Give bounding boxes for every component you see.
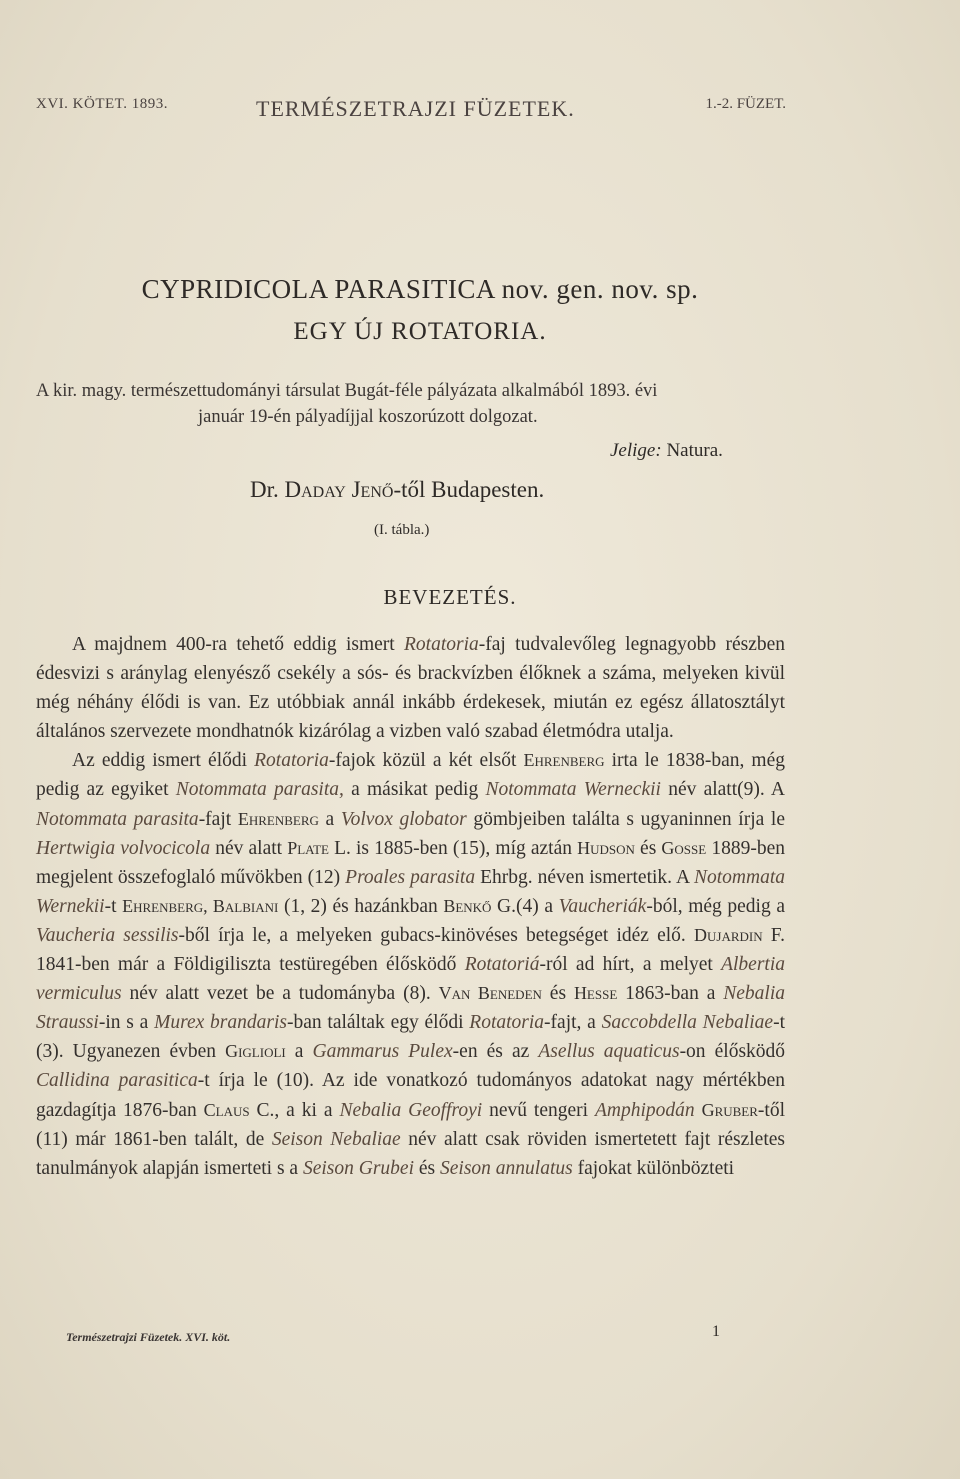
- footer-signature: Természetrajzi Füzetek. XVI. köt.: [66, 1330, 231, 1344]
- author-citation: Hudson: [577, 837, 635, 858]
- author-citation: Hesse: [573, 983, 618, 1004]
- page-number: 1: [712, 1323, 720, 1340]
- text-span: -ből írja le, a melyeken gubacs-kinövéses betegséget idéz elő.: [178, 924, 694, 946]
- text-span: Az eddig ismert élődi: [72, 750, 255, 772]
- text-span: C., a ki a: [249, 1099, 340, 1121]
- author-prefix: Dr.: [250, 477, 279, 502]
- text-span: és: [541, 983, 574, 1005]
- plate-reference: (I. tábla.): [374, 522, 430, 538]
- text-span: -fajt: [198, 808, 238, 830]
- text-span: gömbjeiben találta s ugyaninnen írja le: [466, 808, 785, 830]
- taxon-name: Murex brandaris: [154, 1012, 287, 1034]
- author-citation: Ehrenberg: [237, 808, 319, 829]
- author-citation: Ehrenberg: [523, 750, 605, 771]
- author-citation: Dujardin: [694, 924, 763, 945]
- text-span: irta le 1838-ban, még pedig az egyiket: [36, 750, 785, 801]
- text-span: -fajok közül a két elsőt: [328, 750, 524, 772]
- author-name: Daday Jenő: [284, 477, 394, 502]
- taxon-name: Saccobdella Nebaliae: [601, 1012, 774, 1034]
- taxon-name: Seison Nebaliae: [271, 1128, 401, 1150]
- volume-label: XVI. KÖTET. 1893.: [36, 96, 168, 112]
- taxon-name: Rotatoria: [469, 1012, 545, 1034]
- text-span: G.(4) a: [491, 895, 559, 917]
- running-head: [36, 96, 786, 126]
- text-span: F. 1841-ben már a Földigiliszta testüregében élősködő: [36, 924, 785, 976]
- text-span: -in s a: [98, 1012, 155, 1034]
- author-citation: Gruber: [701, 1099, 758, 1120]
- text-span: -ból, még pedig a: [646, 895, 785, 917]
- prize-note: [36, 378, 786, 430]
- author-citation: Ehrenberg, Balbiani: [122, 895, 279, 916]
- taxon-name: Volvox globator: [340, 808, 467, 830]
- taxon-name: Vaucheria sessilis: [36, 924, 179, 946]
- article-subtitle: EGY ÚJ ROTATORIA.: [293, 318, 547, 345]
- text-span: a: [285, 1041, 313, 1063]
- paragraph-2: [36, 746, 785, 1182]
- text-span: név alatt vezet be a tudományba (8).: [121, 983, 439, 1005]
- text-span: -on élősködő: [679, 1041, 786, 1063]
- taxon-name: Rotatoria: [404, 634, 479, 655]
- prize-note-line-2: január 19-én pályadíjjal koszorúzott dolgozat.: [198, 407, 538, 427]
- text-span: -t írja le (10). Az ide vonatkozó tudományos adatokat nagy mértékben gazdagítja 1876-ban: [36, 1070, 786, 1121]
- text-span: -en és az: [452, 1041, 539, 1063]
- taxon-name: Rotatoria: [254, 750, 329, 772]
- paragraph-1: [36, 630, 785, 746]
- text-span: név alatt: [210, 837, 288, 859]
- taxon-name: Hertwigia volvocicola: [36, 837, 211, 859]
- text-span: -t: [104, 895, 123, 917]
- text-span: -ról ad hírt, a melyet: [539, 954, 722, 976]
- taxon-name: Albertia vermiculus: [36, 954, 786, 1005]
- author-citation: Giglioli: [225, 1041, 286, 1062]
- author-citation: Van Beneden: [438, 983, 542, 1004]
- text-span: a: [318, 808, 341, 830]
- text-span: név alatt(9). A: [660, 779, 785, 801]
- taxon-name: Notommata Wernekii: [36, 866, 785, 917]
- text-span: név alatt csak röviden ismertetett fajt részletes tanulmányok alapján ismerteti s a: [36, 1128, 785, 1179]
- text-span: A majdnem 400-ra tehető eddig ismert: [72, 634, 405, 655]
- article-title: CYPRIDICOLA PARASITICA nov. gen. nov. sp.: [141, 274, 699, 304]
- taxon-name: Callidina parasitica: [36, 1070, 198, 1092]
- text-span: L. is 1885-ben (15), míg aztán: [328, 837, 578, 859]
- taxon-name: Vaucheriák: [558, 895, 647, 917]
- text-span: a másikat pedig: [343, 779, 486, 801]
- taxon-name: Seison annulatus: [440, 1157, 573, 1179]
- text-span: fajokat különbözteti: [572, 1157, 735, 1179]
- text-span: Ehrbg. néven ismertetik. A: [475, 866, 694, 888]
- text-span: -től (11) már 1861-ben talált, de: [36, 1099, 786, 1150]
- author-suffix: -től Budapesten.: [393, 477, 545, 502]
- journal-title: TERMÉSZETRAJZI FÜZETEK.: [256, 96, 575, 121]
- author-citation: Plate: [287, 837, 329, 858]
- taxon-name: Gammarus Pulex: [312, 1041, 453, 1063]
- text-span: 1889-ben megjelent összefoglaló művökben (12): [36, 837, 785, 888]
- motto-value: Natura.: [666, 440, 723, 461]
- text-span: -ban találtak egy élődi: [286, 1012, 470, 1034]
- section-heading: BEVEZETÉS.: [383, 585, 517, 609]
- taxon-name: Notommata parasita: [36, 808, 199, 830]
- text-span: -faj tudvalevőleg legnagyobb részben édesvizi s aránylag elenyésző csekély a sós- és brackvízben élőknek a száma, melyeken kivül még néhány élődi is van. Ez utóbbiak annál inkább érdekesek, miután ez egész állatosztályt általános szervezete mondhatnók kizárólag a vizben való szabad életmódra utalja.: [36, 634, 786, 743]
- taxon-name: Asellus aquaticus: [538, 1041, 680, 1063]
- text-span: [695, 1100, 702, 1121]
- body-text: [36, 630, 785, 1183]
- author-citation: Gosse: [661, 837, 707, 858]
- text-span: és: [634, 837, 662, 859]
- taxon-name: Notommata Werneckii: [485, 779, 661, 801]
- motto: [610, 440, 723, 462]
- taxon-name: Nebalia Straussi: [36, 983, 786, 1034]
- author-citation: Benkő: [443, 895, 492, 916]
- text-span: -fajt, a: [544, 1012, 602, 1034]
- text-span: (1, 2) és hazánkban: [278, 895, 444, 917]
- issue-label: 1.-2. FÜZET.: [705, 96, 786, 112]
- text-span: -t (3). Ugyanezen évben: [36, 1012, 786, 1063]
- taxon-name: Notommata parasita,: [175, 779, 344, 801]
- author-citation: Claus: [203, 1099, 250, 1120]
- taxon-name: Amphipodán: [594, 1099, 695, 1121]
- taxon-name: Nebalia Geoffroyi: [339, 1099, 483, 1121]
- author-line: [250, 477, 544, 503]
- text-span: 1863-ban a: [617, 983, 724, 1005]
- taxon-name: Proales parasita: [345, 866, 476, 888]
- text-span: és: [414, 1157, 440, 1179]
- text-span: nevű tengeri: [482, 1099, 595, 1121]
- prize-note-line-1: A kir. magy. természettudományi társulat Bugát-féle pályázata alkalmából 1893. évi: [36, 381, 658, 401]
- motto-label: Jelige:: [610, 440, 662, 461]
- taxon-name: Seison Grubei: [302, 1157, 414, 1179]
- taxon-name: Rotatoriá: [464, 954, 540, 976]
